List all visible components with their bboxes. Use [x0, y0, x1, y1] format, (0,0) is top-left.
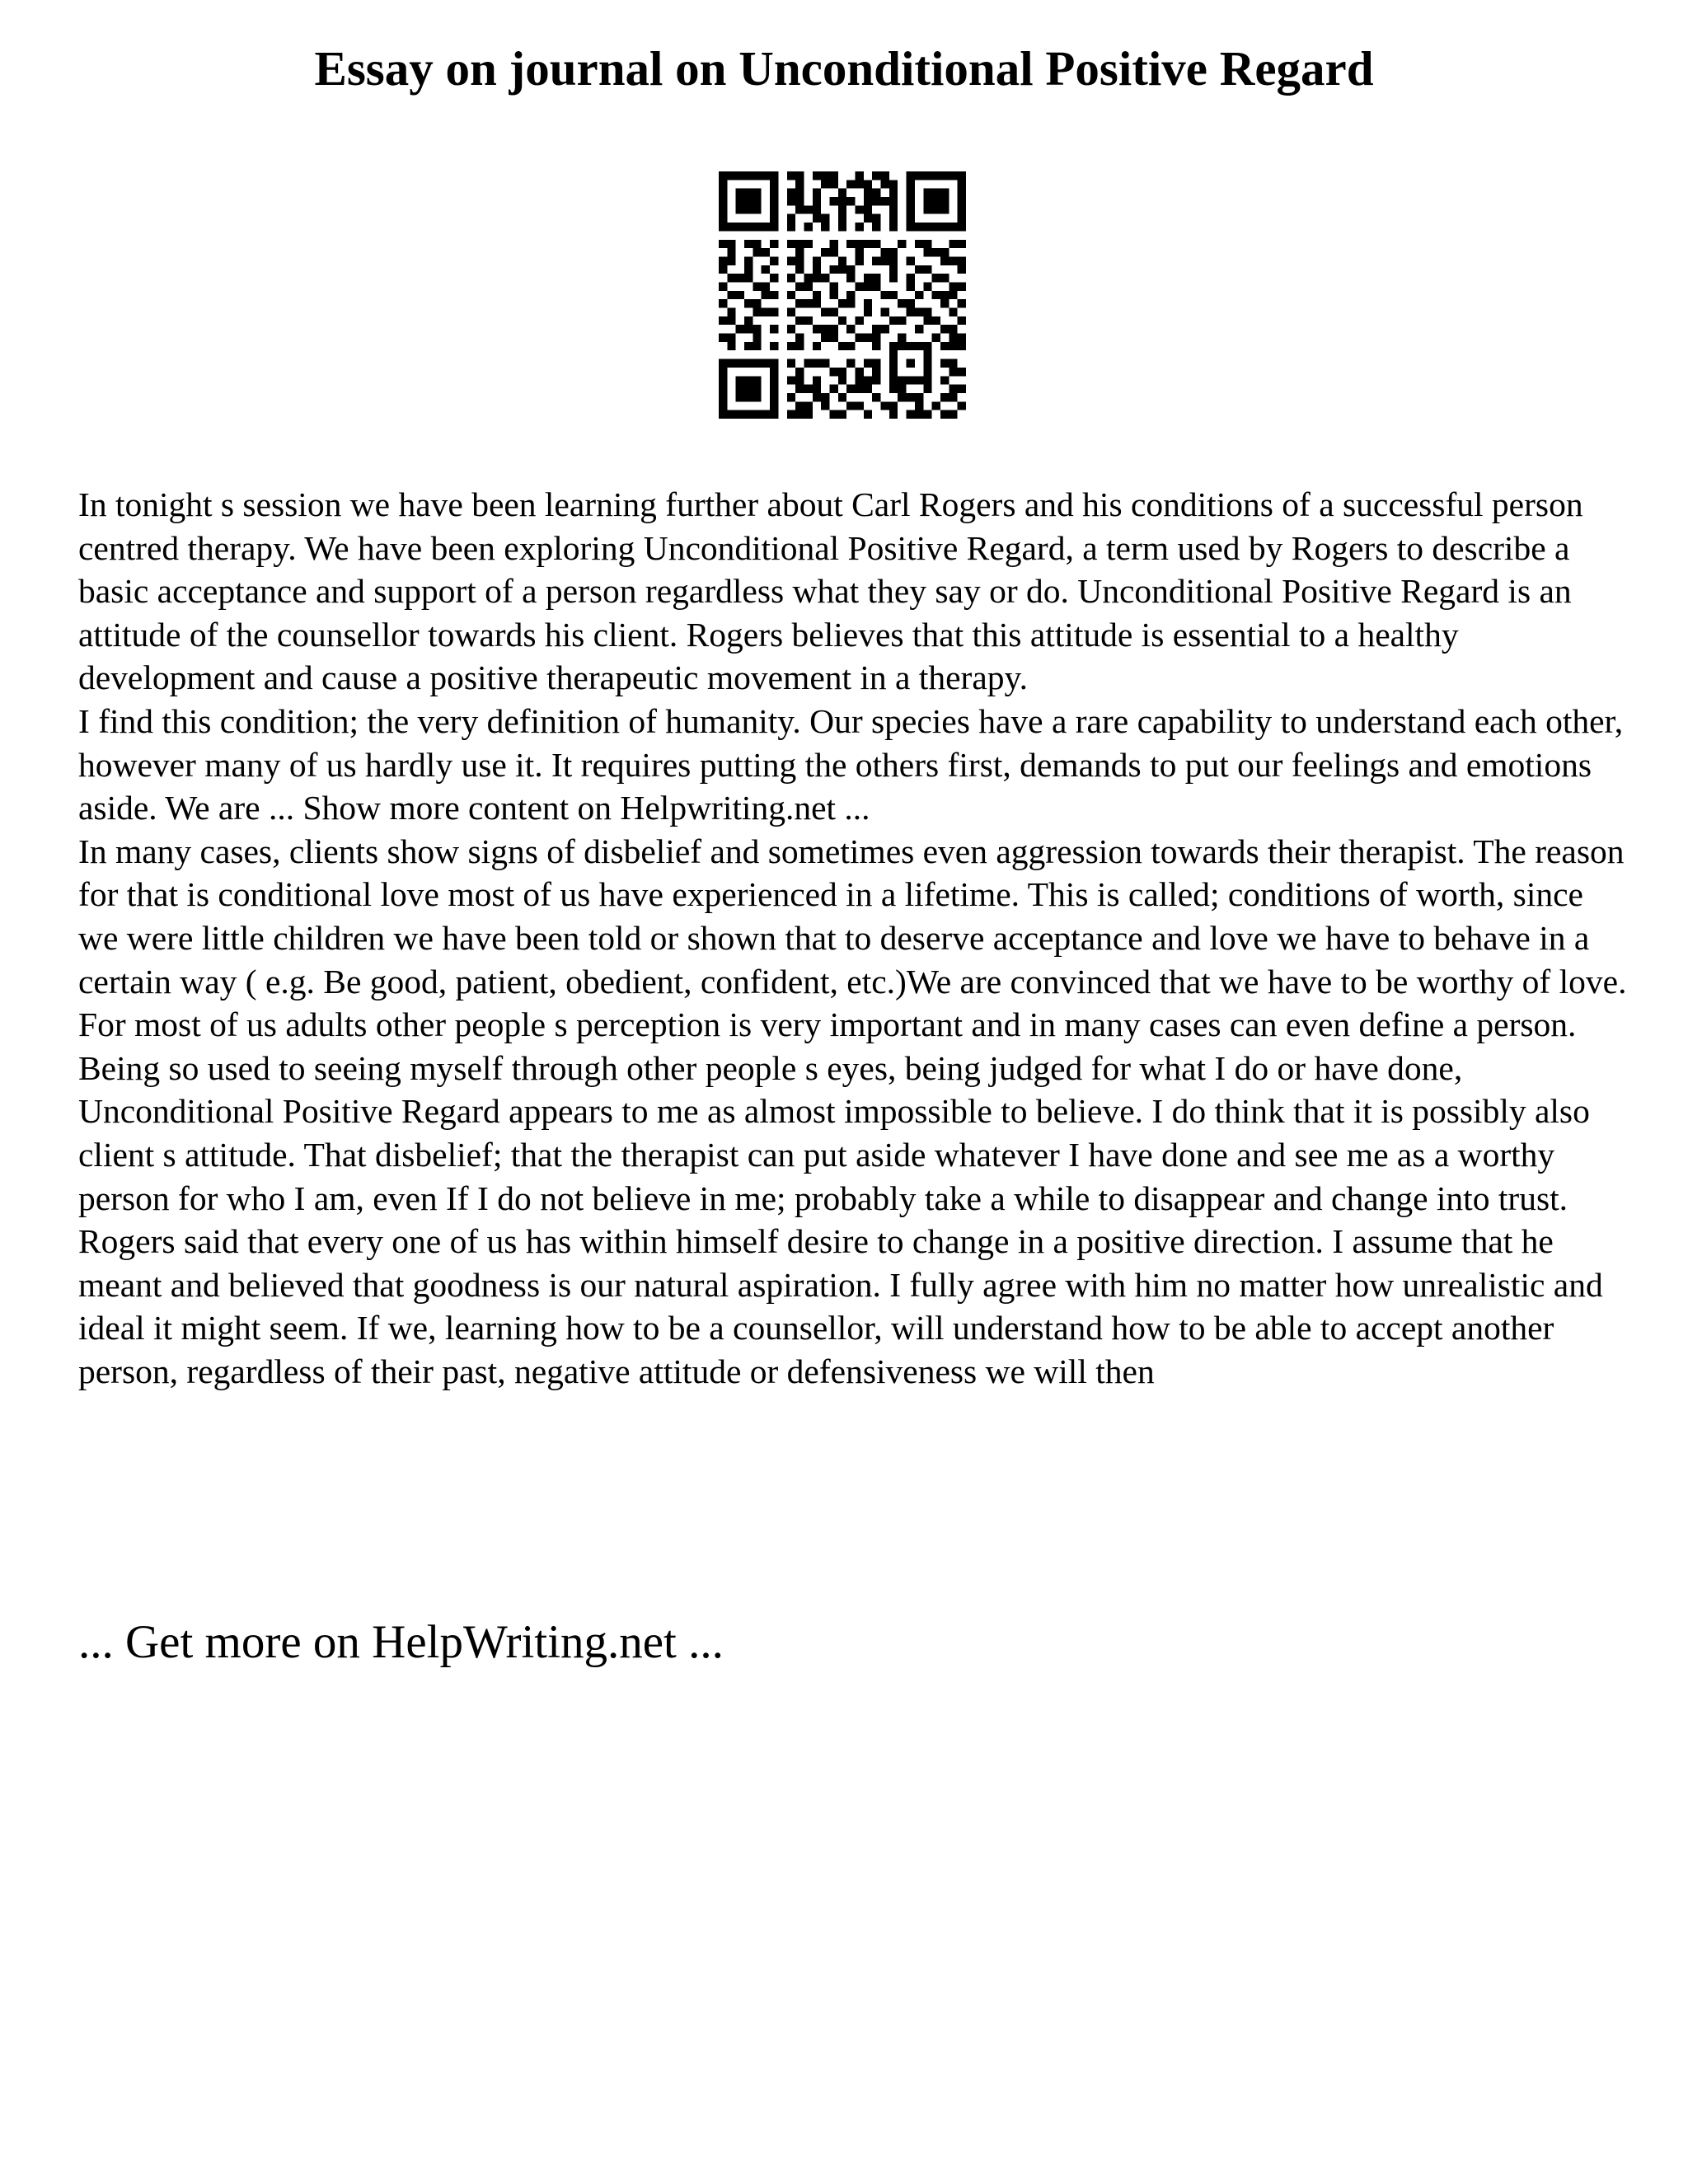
essay-paragraph: I find this condition; the very definition of humanity. Our species have a rare capability to understand each other, however many of us hardly use it. It requires putting the others first, demands to put our feelings and emotions aside. We are ... Show more content on Helpwriting.net ...: [78, 701, 1624, 827]
essay-body: [78, 483, 1628, 1393]
document-title: Essay on journal on Unconditional Positive Regard: [314, 41, 1374, 96]
essay-paragraph: In many cases, clients show signs of disbelief and sometimes even aggression towards their therapist. The reason for that is conditional love most of us have experienced in a lifetime. This is called; conditions of worth, since we were little children we have been told or shown that to deserve acceptance and love we have to behave in a certain way ( e.g. Be good, patient, obedient, confident, etc.)We are convinced that we have to be worthy of love. For most of us adults other people s perception is very important and in many cases can even define a person. Being so used to seeing myself through other people s eyes, being judged for what I do or have done, Unconditional Positive Regard appears to me as almost impossible to believe. I do think that it is possibly also client s attitude. That disbelief; that the therapist can put aside whatever I have done and see me as a worthy person for who I am, even If I do not believe in me; probably take a while to disappear and change into trust.: [78, 832, 1627, 1217]
qr-code-icon[interactable]: [719, 171, 966, 419]
get-more-link[interactable]: ... Get more on HelpWriting.net ...: [78, 1616, 724, 1668]
essay-paragraph: In tonight s session we have been learning further about Carl Rogers and his conditions of a successful person centred therapy. We have been exploring Unconditional Positive Regard, a term used by Rogers to describe a basic acceptance and support of a person regardless what they say or do. Unconditional Positive Regard is an attitude of the counsellor towards his client. Rogers believes that this attitude is essential to a healthy development and cause a positive therapeutic movement in a therapy.: [78, 485, 1583, 697]
essay-paragraph: Rogers said that every one of us has within himself desire to change in a positive direction. I assume that he meant and believed that goodness is our natural aspiration. I fully agree with him no matter how unrealistic and ideal it might seem. If we, learning how to be a counsellor, will understand how to be able to accept another person, regardless of their past, negative attitude or defensiveness we will then: [78, 1222, 1603, 1390]
